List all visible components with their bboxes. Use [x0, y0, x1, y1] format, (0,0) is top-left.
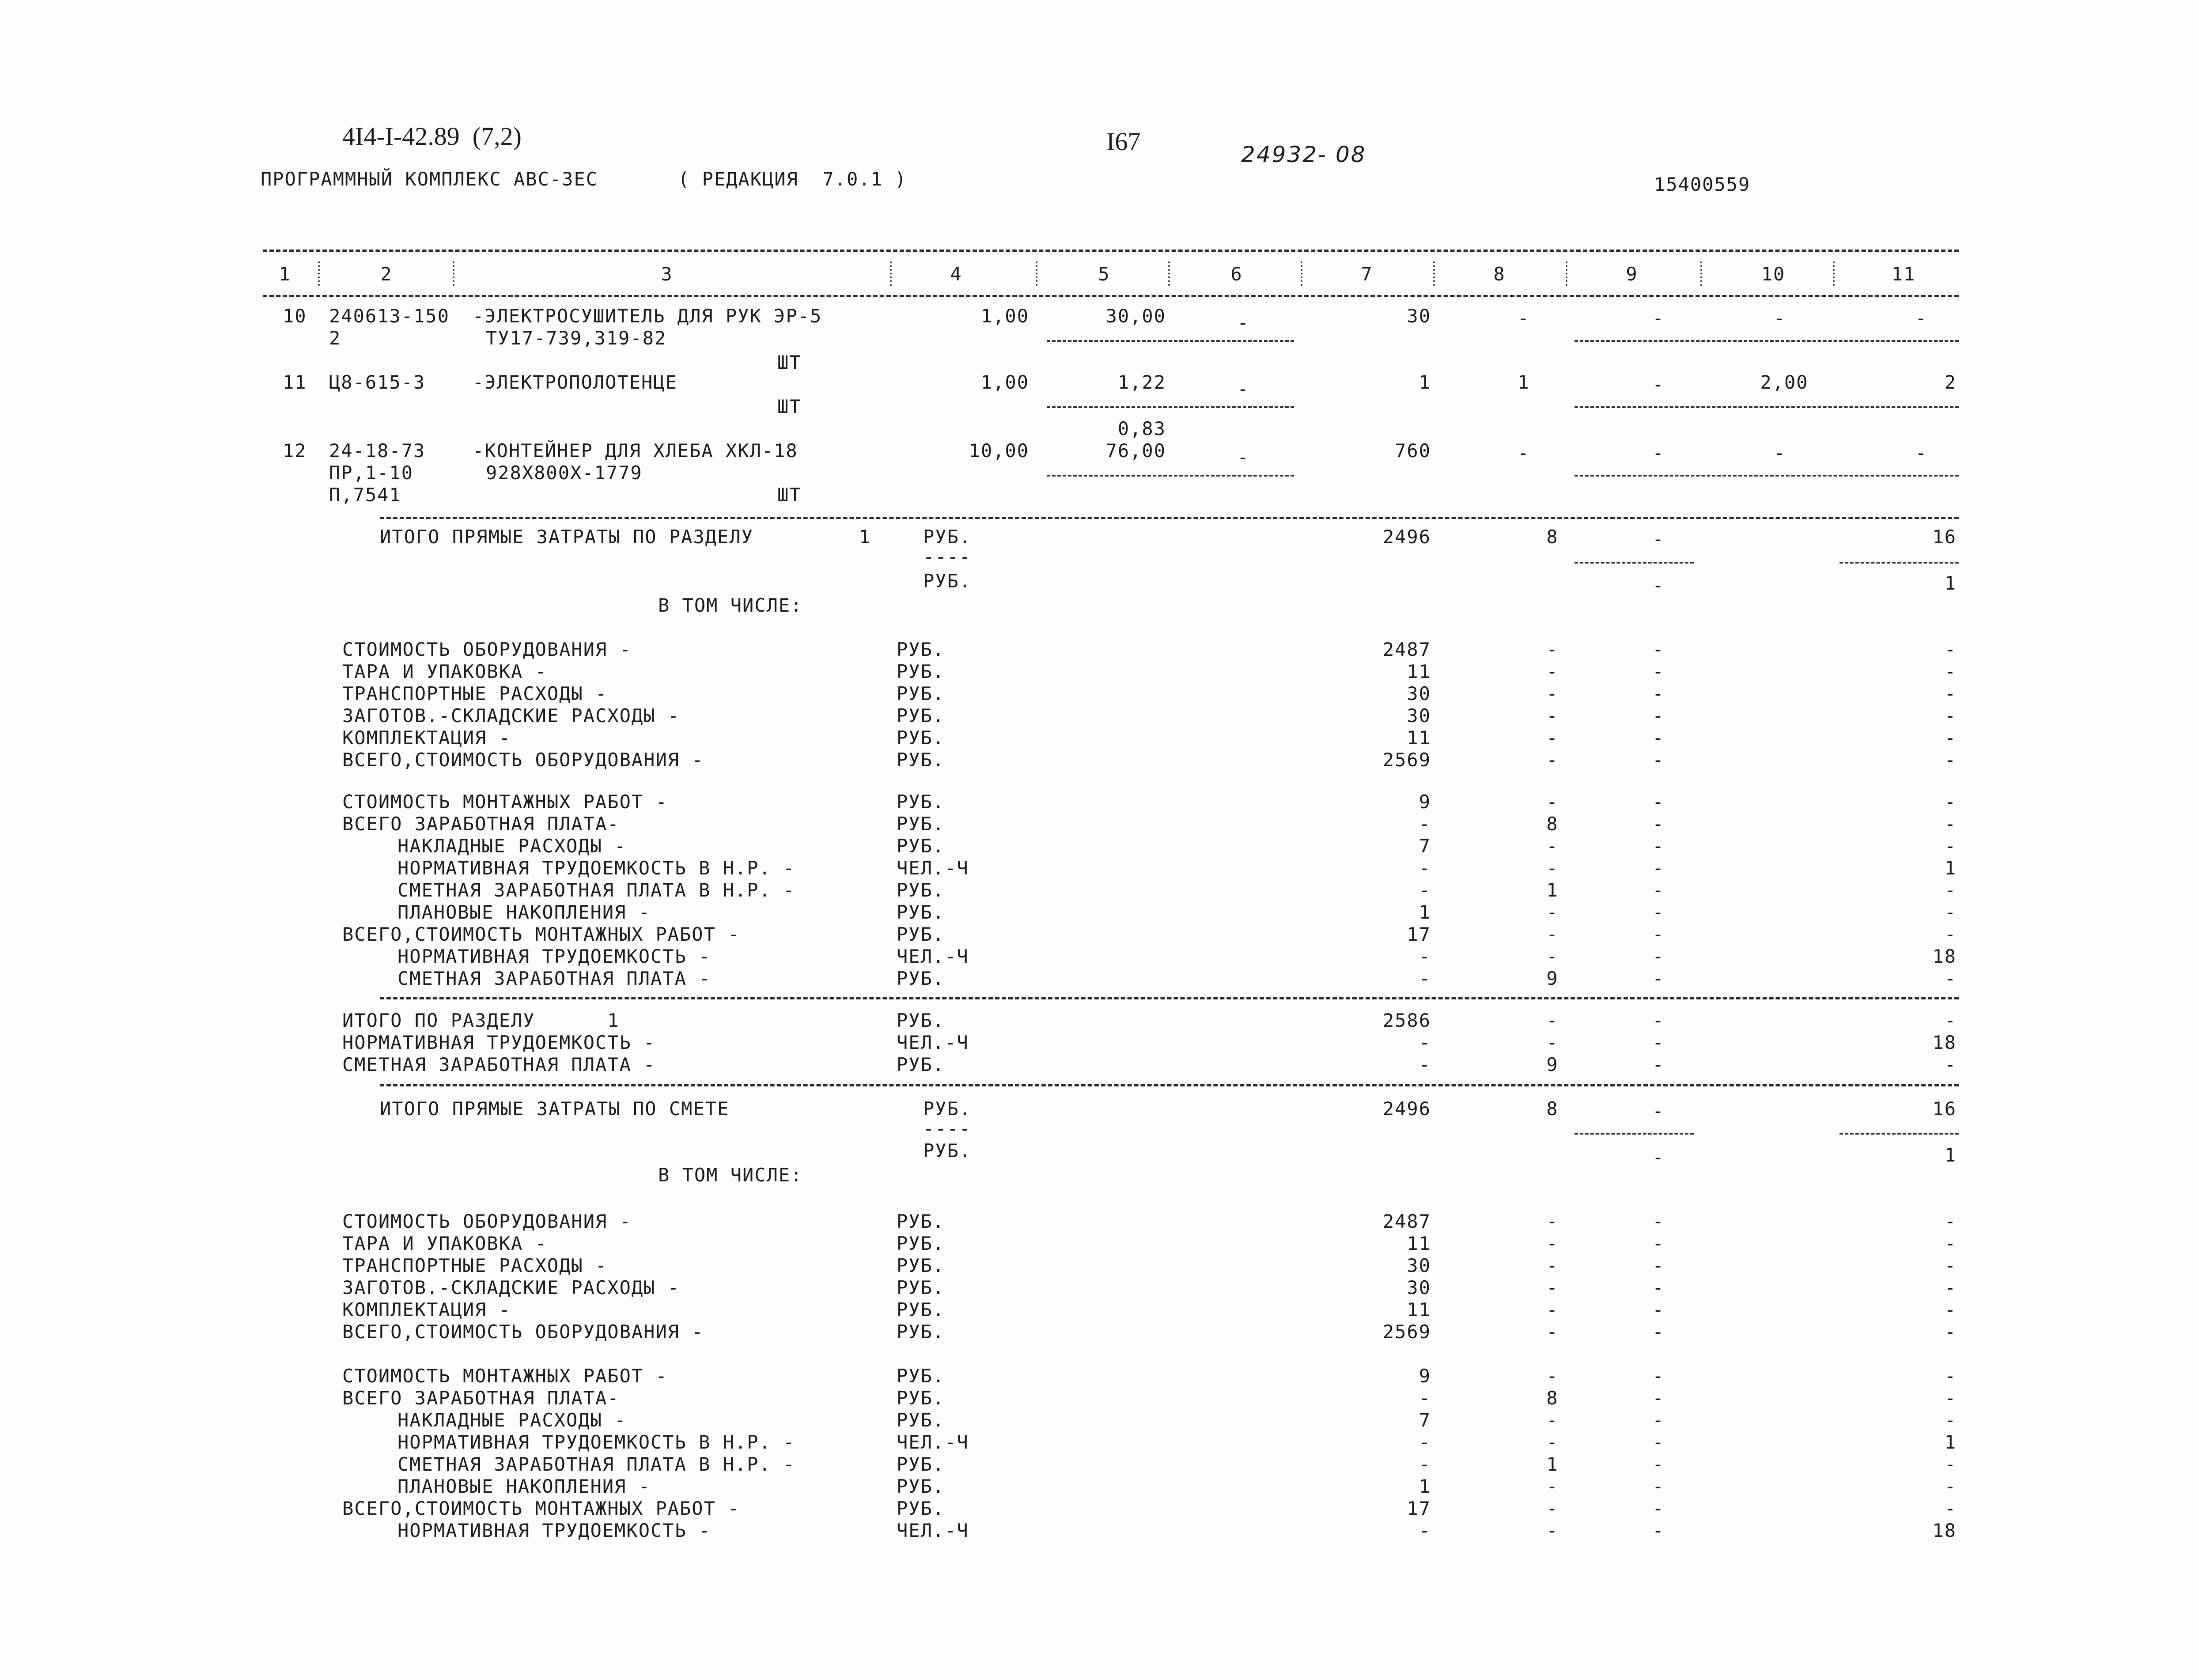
col-header-6: 6 [1230, 263, 1243, 285]
cell-col9: - [1652, 835, 1665, 857]
cell-col10: 2,00 [1760, 371, 1809, 393]
item-price-sub: 0,83 [1117, 418, 1166, 439]
cell-col8: - [1546, 639, 1559, 660]
row-unit: РУБ. [897, 901, 945, 923]
col-header-4: 4 [950, 263, 962, 285]
cell-col9: - [1652, 374, 1665, 395]
cell-col8: - [1546, 1476, 1559, 1497]
cell-col8: 8 [1546, 1387, 1559, 1409]
cell-col9: - [1652, 1498, 1665, 1519]
item-number: 10 [283, 305, 307, 327]
cell-col7: - [1419, 1453, 1431, 1475]
row-unit: РУБ. [897, 727, 945, 749]
cell-col11: - [1944, 813, 1957, 835]
cell-col9: - [1652, 923, 1665, 945]
row-unit: РУБ. [897, 923, 945, 945]
row-unit: РУБ. [897, 1233, 945, 1254]
cell-col9: - [1652, 1211, 1665, 1232]
row-label: ЗАГОТОВ.-СКЛАДСКИЕ РАСХОДЫ - [342, 1277, 680, 1298]
cell-col10: - [1774, 442, 1786, 464]
row-label: СМЕТНАЯ ЗАРАБОТНАЯ ПЛАТА - [342, 1054, 656, 1075]
cell-col7: 760 [1395, 440, 1431, 462]
col-header-2: 2 [380, 263, 393, 285]
row-unit: ЧЕЛ.-Ч [897, 1431, 969, 1453]
cell-col11: 18 [1932, 1520, 1957, 1541]
col-sep [1301, 261, 1302, 286]
cell-col8: - [1546, 857, 1559, 879]
cell-col8: - [1546, 791, 1559, 813]
row-unit: РУБ. [897, 791, 945, 813]
row-unit: РУБ. [897, 1277, 945, 1298]
cell-col11: - [1944, 639, 1957, 660]
row-unit: РУБ. [897, 1211, 945, 1232]
row-label: СМЕТНАЯ ЗАРАБОТНАЯ ПЛАТА В Н.Р. - [397, 879, 795, 901]
cell-col8: - [1546, 1277, 1559, 1298]
direct-costs-label: ИТОГО ПРЯМЫЕ ЗАТРАТЫ ПО РАЗДЕЛУ [380, 526, 753, 548]
cell-col9: - [1652, 813, 1665, 835]
cell-col9: - [1652, 901, 1665, 923]
col-sep [1700, 261, 1702, 286]
cell-col9: - [1652, 1255, 1665, 1276]
row-unit: ЧЕЛ.-Ч [897, 857, 969, 879]
cell-col11: - [1944, 1365, 1957, 1387]
cell-col7: 7 [1419, 1409, 1431, 1431]
col-sep [1566, 261, 1567, 286]
cell-col11: - [1944, 1321, 1957, 1343]
cell-col8: - [1546, 1409, 1559, 1431]
document-code: 15400559 [1654, 174, 1751, 195]
row-unit: ЧЕЛ.-Ч [897, 1520, 969, 1541]
handwritten-number: 24932- 08 [1241, 142, 1366, 167]
cell-col9: - [1652, 1520, 1665, 1541]
cell-col8: - [1546, 1255, 1559, 1276]
unit-dashes: ---- [923, 1118, 972, 1139]
cell-col9: - [1652, 727, 1665, 749]
cell-col8: - [1546, 1498, 1559, 1519]
cell-col7: 11 [1407, 661, 1431, 682]
cell-col8: - [1546, 1211, 1559, 1232]
cell-col9: - [1652, 1365, 1665, 1387]
edition: ( РЕДАКЦИЯ 7.0.1 ) [678, 168, 907, 190]
section-number: 1 [859, 526, 871, 548]
cell-col7: - [1419, 1387, 1431, 1409]
col-header-11: 11 [1891, 263, 1916, 285]
cell-col8: - [1546, 749, 1559, 771]
cell-col7: - [1419, 1032, 1431, 1053]
cell-col11: - [1944, 749, 1957, 771]
cell-col7: 30 [1407, 1255, 1431, 1276]
cell-col11: 2 [1944, 371, 1957, 393]
unit: РУБ. [923, 1098, 972, 1120]
cell-col7: - [1419, 1431, 1431, 1453]
row-label: ТРАНСПОРТНЫЕ РАСХОДЫ - [342, 683, 608, 704]
row-label: НОРМАТИВНАЯ ТРУДОЕМКОСТЬ - [397, 1520, 711, 1541]
cell-col7: 2569 [1382, 1321, 1431, 1343]
cell-col7: 11 [1407, 1233, 1431, 1254]
section-total-rule [380, 1084, 1959, 1086]
cell-col11: - [1944, 791, 1957, 813]
col-sep [890, 261, 892, 286]
row-label: НАКЛАДНЫЕ РАСХОДЫ - [397, 835, 627, 857]
col-sep [1433, 261, 1435, 286]
row-label: НАКЛАДНЫЕ РАСХОДЫ - [397, 1409, 627, 1431]
cell-col7: - [1419, 968, 1431, 989]
col-header-10: 10 [1761, 263, 1786, 285]
item-number: 12 [283, 440, 307, 462]
cell-col8: 9 [1546, 968, 1559, 989]
row-unit: РУБ. [897, 1476, 945, 1497]
section-rule [380, 997, 1959, 999]
col-sep [453, 261, 454, 286]
cell-col9: - [1652, 1321, 1665, 1343]
row-label: НОРМАТИВНАЯ ТРУДОЕМКОСТЬ В Н.Р. - [397, 1431, 795, 1453]
cell-col8: 1 [1546, 879, 1559, 901]
cell-col7: - [1419, 946, 1431, 967]
cell-col8: - [1546, 1233, 1559, 1254]
cell-col9: - [1652, 1476, 1665, 1497]
price-subline [1047, 340, 1294, 342]
cell-col7: 1 [1419, 1476, 1431, 1497]
program-name: ПРОГРАММНЫЙ КОМПЛЕКС АВС-3ЕС [261, 168, 598, 190]
cell-col8: - [1546, 1365, 1559, 1387]
row-label: ВСЕГО,СТОИМОСТЬ МОНТАЖНЫХ РАБОТ - [342, 923, 740, 945]
row-label: НОРМАТИВНАЯ ТРУДОЕМКОСТЬ В Н.Р. - [397, 857, 795, 879]
cell-col11-second: 1 [1944, 1144, 1957, 1166]
cell-col9: - [1652, 1409, 1665, 1431]
cell-col7: - [1419, 879, 1431, 901]
unit-dashes: ---- [923, 546, 972, 568]
cell-col9: - [1652, 705, 1665, 726]
row-unit: РУБ. [897, 1387, 945, 1409]
cell-col9-second: - [1652, 575, 1665, 596]
cell-col8: - [1546, 1299, 1559, 1321]
cell-col9: - [1652, 528, 1665, 550]
cell-col7: - [1419, 813, 1431, 835]
subtotal-rule [1839, 1133, 1959, 1135]
row-label: ТАРА И УПАКОВКА - [342, 661, 547, 682]
cell-col9: - [1652, 1010, 1665, 1031]
cell-col11: - [1944, 879, 1957, 901]
cell-col9: - [1652, 857, 1665, 879]
row-unit: РУБ. [897, 1299, 945, 1321]
row-label: СТОИМОСТЬ ОБОРУДОВАНИЯ - [342, 1211, 632, 1232]
cell-col9: - [1652, 1453, 1665, 1475]
cell-col7: 30 [1407, 305, 1431, 327]
row-unit: РУБ. [897, 1321, 945, 1343]
cell-col11: - [1944, 1277, 1957, 1298]
cell-col9-second: - [1652, 1146, 1665, 1168]
unit: РУБ. [923, 526, 972, 548]
row-unit: РУБ. [897, 1365, 945, 1387]
price-subline [1047, 475, 1294, 477]
cell-col11: 18 [1932, 1032, 1957, 1053]
row-label: ПЛАНОВЫЕ НАКОПЛЕНИЯ - [397, 1476, 651, 1497]
header-bottom-rule [263, 295, 1959, 297]
cell-col9: - [1652, 1431, 1665, 1453]
cell-col9: - [1652, 1299, 1665, 1321]
subtotal-rule [1574, 562, 1694, 564]
cell-col7: 2586 [1382, 1010, 1431, 1031]
item-price: 30,00 [1105, 305, 1166, 327]
row-unit: ЧЕЛ.-Ч [897, 1032, 969, 1053]
cell-col11: - [1944, 1409, 1957, 1431]
row-unit: РУБ. [897, 683, 945, 704]
page-number: I67 [1106, 127, 1141, 156]
subtotal-rule [1839, 562, 1959, 564]
cell-col11: - [1944, 901, 1957, 923]
cell-col7: 30 [1407, 705, 1431, 726]
item-code-line3: П,7541 [329, 484, 401, 506]
cell-col11: - [1944, 1453, 1957, 1475]
cell-col7: - [1419, 1520, 1431, 1541]
cell-col8: 1 [1546, 1453, 1559, 1475]
row-label: НОРМАТИВНАЯ ТРУДОЕМКОСТЬ - [397, 946, 711, 967]
item-name: -ЭЛЕКТРОПОЛОТЕНЦЕ [473, 371, 677, 393]
row-label: КОМПЛЕКТАЦИЯ - [342, 1299, 511, 1321]
item-qty: 1,00 [980, 305, 1029, 327]
cell-col11: - [1944, 1255, 1957, 1276]
col-header-7: 7 [1361, 263, 1373, 285]
including-heading: В ТОМ ЧИСЛЕ: [658, 1164, 803, 1186]
item-unit: ШТ [777, 396, 802, 417]
cell-col11: - [1944, 1498, 1957, 1519]
cell-col8: - [1546, 835, 1559, 857]
cell-col9: - [1652, 683, 1665, 704]
item-unit: ШТ [777, 484, 802, 506]
cell-col8: - [1546, 1431, 1559, 1453]
cell-col8: - [1546, 1032, 1559, 1053]
item-name-line2: ТУ17-739,319-82 [486, 327, 667, 349]
row-unit: РУБ. [897, 749, 945, 771]
cell-col11: 16 [1932, 1098, 1957, 1120]
item-code: 240613-150 [329, 305, 450, 327]
item-code: Ц8-615-3 [329, 371, 426, 393]
row-label: ПЛАНОВЫЕ НАКОПЛЕНИЯ - [397, 901, 651, 923]
col-sep [1036, 261, 1037, 286]
cell-col9: - [1652, 791, 1665, 813]
row-unit: РУБ. [897, 1054, 945, 1075]
unit-second: РУБ. [923, 1140, 972, 1162]
cell-col11: - [1915, 307, 1927, 329]
cell-col8: 8 [1546, 813, 1559, 835]
cell-col9: - [1652, 307, 1665, 329]
cell-col8: - [1518, 307, 1530, 329]
cell-col7: 17 [1407, 1498, 1431, 1519]
cell-col11: 1 [1944, 857, 1957, 879]
item-unit: ШТ [777, 352, 802, 373]
cell-col10: - [1774, 307, 1786, 329]
cell-col7: 1 [1419, 901, 1431, 923]
cell-col11: - [1944, 1211, 1957, 1232]
items-bottom-rule [380, 517, 1959, 519]
cell-col7: 9 [1419, 791, 1431, 813]
row-label: ВСЕГО,СТОИМОСТЬ ОБОРУДОВАНИЯ - [342, 749, 704, 771]
item-name: -ЭЛЕКТРОСУШИТЕЛЬ ДЛЯ РУК ЭР-5 [473, 305, 822, 327]
cell-col7: 2496 [1382, 1098, 1431, 1120]
cell-col7: 11 [1407, 1299, 1431, 1321]
cell-col8: - [1546, 1520, 1559, 1541]
row-unit: РУБ. [897, 661, 945, 682]
cell-col11: 18 [1932, 946, 1957, 967]
cell-col9: - [1652, 1277, 1665, 1298]
cell-col8: - [1546, 683, 1559, 704]
cell-col6: - [1237, 378, 1249, 400]
row-label: СТОИМОСТЬ МОНТАЖНЫХ РАБОТ - [342, 1365, 668, 1387]
row-label: СМЕТНАЯ ЗАРАБОТНАЯ ПЛАТА В Н.Р. - [397, 1453, 795, 1475]
col-header-3: 3 [661, 263, 673, 285]
cell-col11: - [1944, 1054, 1957, 1075]
cell-col7: 7 [1419, 835, 1431, 857]
row-label: ТАРА И УПАКОВКА - [342, 1233, 547, 1254]
cell-col11: - [1944, 923, 1957, 945]
row-subline [1574, 406, 1959, 408]
cell-col8: - [1546, 727, 1559, 749]
cell-col11: - [1944, 727, 1957, 749]
cell-col9: - [1652, 968, 1665, 989]
row-label: ВСЕГО,СТОИМОСТЬ ОБОРУДОВАНИЯ - [342, 1321, 704, 1343]
cell-col7: 9 [1419, 1365, 1431, 1387]
cell-col11-second: 1 [1944, 572, 1957, 594]
cell-col9: - [1652, 442, 1665, 464]
item-qty: 10,00 [969, 440, 1029, 462]
cell-col9: - [1652, 879, 1665, 901]
cell-col11: - [1944, 1387, 1957, 1409]
row-unit: РУБ. [897, 1255, 945, 1276]
including-heading: В ТОМ ЧИСЛЕ: [658, 594, 803, 616]
subtotal-rule [1574, 1133, 1694, 1135]
cell-col6: - [1237, 312, 1249, 333]
cell-col11: - [1944, 835, 1957, 857]
row-label: ВСЕГО ЗАРАБОТНАЯ ПЛАТА- [342, 813, 620, 835]
cell-col8: - [1546, 946, 1559, 967]
cell-col8: - [1546, 705, 1559, 726]
cell-col8: 1 [1518, 371, 1530, 393]
row-unit: РУБ. [897, 1010, 945, 1031]
cell-col9: - [1652, 1233, 1665, 1254]
cell-col9: - [1652, 1054, 1665, 1075]
row-label: КОМПЛЕКТАЦИЯ - [342, 727, 511, 749]
cell-col7: 2496 [1382, 526, 1431, 548]
cell-col7: 17 [1407, 923, 1431, 945]
cell-col7: 1 [1419, 371, 1431, 393]
row-label: ВСЕГО,СТОИМОСТЬ МОНТАЖНЫХ РАБОТ - [342, 1498, 740, 1519]
row-unit: РУБ. [897, 1453, 945, 1475]
cell-col8: - [1518, 442, 1530, 464]
table-top-rule [263, 250, 1959, 252]
cell-col11: 16 [1932, 526, 1957, 548]
row-label: ВСЕГО ЗАРАБОТНАЯ ПЛАТА- [342, 1387, 620, 1409]
cell-col9: - [1652, 661, 1665, 682]
cell-col8: 9 [1546, 1054, 1559, 1075]
cell-col11: - [1944, 968, 1957, 989]
cell-col11: - [1944, 683, 1957, 704]
cell-col7: - [1419, 857, 1431, 879]
row-unit: РУБ. [897, 1409, 945, 1431]
col-header-9: 9 [1626, 263, 1638, 285]
row-unit: РУБ. [897, 705, 945, 726]
row-subline [1574, 340, 1959, 342]
cell-col9: - [1652, 749, 1665, 771]
item-code-line2: ПР,1-10 [329, 462, 414, 484]
item-code-line2: 2 [329, 327, 341, 349]
row-unit: РУБ. [897, 639, 945, 660]
unit-second: РУБ. [923, 570, 972, 592]
cell-col11: - [1944, 1233, 1957, 1254]
cell-col8: - [1546, 661, 1559, 682]
item-number: 11 [283, 371, 307, 393]
cell-col8: 8 [1546, 526, 1559, 548]
cell-col8: 8 [1546, 1098, 1559, 1120]
cell-col8: - [1546, 923, 1559, 945]
cell-col8: - [1546, 901, 1559, 923]
row-label: ИТОГО ПО РАЗДЕЛУ 1 [342, 1010, 620, 1031]
col-sep [1833, 261, 1835, 286]
row-unit: ЧЕЛ.-Ч [897, 946, 969, 967]
cell-col11: - [1915, 442, 1927, 464]
cell-col7: 2487 [1382, 639, 1431, 660]
row-subline [1574, 475, 1959, 477]
cell-col7: - [1419, 1054, 1431, 1075]
price-subline [1047, 406, 1294, 408]
item-qty: 1,00 [980, 371, 1029, 393]
cell-col11: - [1944, 661, 1957, 682]
col-header-8: 8 [1493, 263, 1506, 285]
row-unit: РУБ. [897, 813, 945, 835]
cell-col9: - [1652, 1387, 1665, 1409]
row-unit: РУБ. [897, 1498, 945, 1519]
row-label: СМЕТНАЯ ЗАРАБОТНАЯ ПЛАТА - [397, 968, 711, 989]
cell-col9: - [1652, 1100, 1665, 1122]
cell-col7: 2569 [1382, 749, 1431, 771]
item-code: 24-18-73 [329, 440, 426, 462]
row-unit: РУБ. [897, 968, 945, 989]
cell-col11: - [1944, 1010, 1957, 1031]
cell-col11: - [1944, 1476, 1957, 1497]
row-label: НОРМАТИВНАЯ ТРУДОЕМКОСТЬ - [342, 1032, 656, 1053]
cell-col7: 30 [1407, 683, 1431, 704]
col-sep [318, 261, 320, 286]
cell-col6: - [1237, 446, 1249, 468]
cell-col7: 2487 [1382, 1211, 1431, 1232]
cell-col8: - [1546, 1321, 1559, 1343]
col-header-5: 5 [1098, 263, 1110, 285]
row-label: СТОИМОСТЬ МОНТАЖНЫХ РАБОТ - [342, 791, 668, 813]
item-name: -КОНТЕЙНЕР ДЛЯ ХЛЕБА ХКЛ-18 [473, 440, 798, 462]
cell-col11: 1 [1944, 1431, 1957, 1453]
col-sep [1168, 261, 1170, 286]
cell-col9: - [1652, 946, 1665, 967]
cell-col7: 11 [1407, 727, 1431, 749]
row-label: СТОИМОСТЬ ОБОРУДОВАНИЯ - [342, 639, 632, 660]
document-number: 4I4-I-42.89 (7,2) [342, 122, 522, 151]
cell-col9: - [1652, 1032, 1665, 1053]
item-name-line2: 928Х800Х-1779 [486, 462, 643, 484]
cell-col11: - [1944, 1299, 1957, 1321]
col-header-1: 1 [279, 263, 291, 285]
cell-col9: - [1652, 639, 1665, 660]
row-label: ТРАНСПОРТНЫЕ РАСХОДЫ - [342, 1255, 608, 1276]
item-price: 1,22 [1117, 371, 1166, 393]
cell-col7: 30 [1407, 1277, 1431, 1298]
cell-col11: - [1944, 705, 1957, 726]
row-unit: РУБ. [897, 835, 945, 857]
estimate-direct-costs-label: ИТОГО ПРЯМЫЕ ЗАТРАТЫ ПО СМЕТЕ [380, 1098, 730, 1120]
row-unit: РУБ. [897, 879, 945, 901]
cell-col8: - [1546, 1010, 1559, 1031]
item-price: 76,00 [1105, 440, 1166, 462]
row-label: ЗАГОТОВ.-СКЛАДСКИЕ РАСХОДЫ - [342, 705, 680, 726]
